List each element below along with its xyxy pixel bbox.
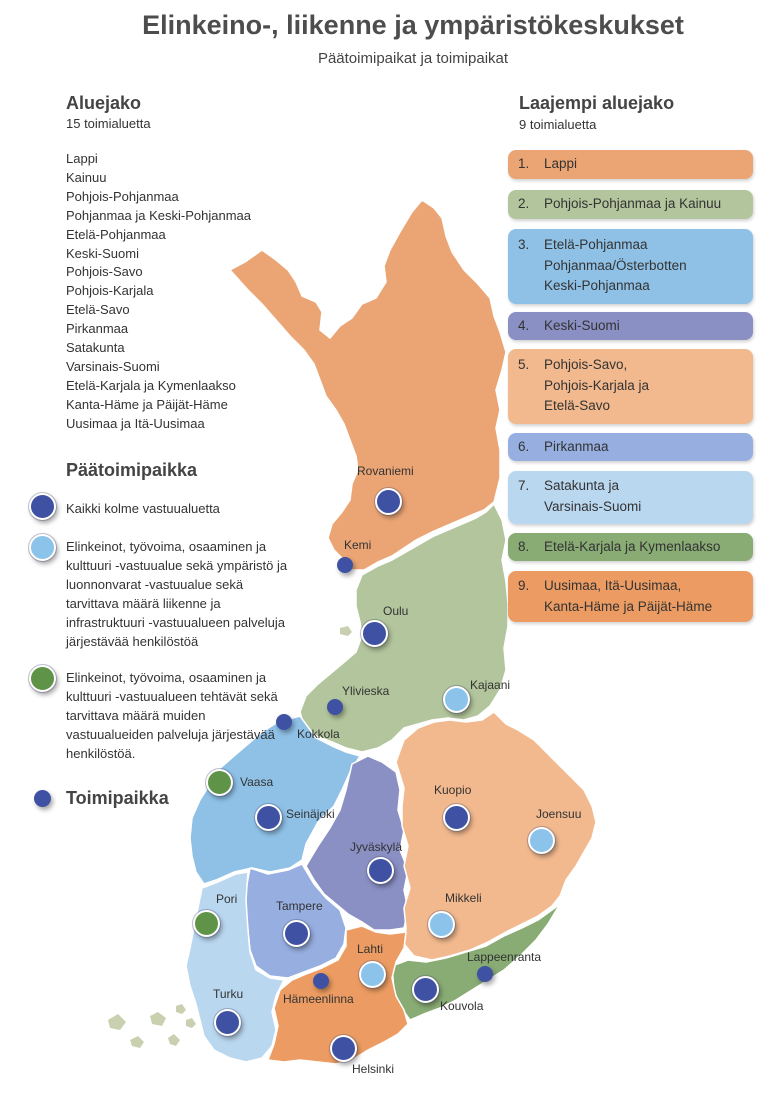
city-label-tampere: Tampere xyxy=(276,899,323,913)
area-label: Satakunta ja Varsinais-Suomi xyxy=(544,478,642,514)
page-title: Elinkeino-, liikenne ja ympäristökeskukset xyxy=(142,10,684,40)
city-label-lahti: Lahti xyxy=(357,942,384,956)
city-marker-kokkola xyxy=(276,714,292,730)
area-number: 3. xyxy=(518,237,530,252)
city-marker-lahti xyxy=(359,961,386,988)
area-label: Uusimaa, Itä-Uusimaa, Kanta-Häme ja Päijät-Häme xyxy=(544,578,713,614)
area-label: Lappi xyxy=(544,156,578,172)
list-item: Uusimaa ja Itä-Uusimaa xyxy=(66,415,205,431)
area-box-pirkanmaa xyxy=(508,433,753,461)
city-marker-hameenlinna xyxy=(313,973,329,989)
city-label-kuopio: Kuopio xyxy=(434,783,472,797)
list-item: Etelä-Pohjanmaa xyxy=(66,226,166,242)
list-item: Pohjois-Pohjanmaa xyxy=(66,188,179,204)
area-number: 4. xyxy=(518,318,530,333)
area-number: 8. xyxy=(518,539,530,554)
list-item: Satakunta xyxy=(66,340,125,356)
city-marker-mikkeli xyxy=(428,911,455,938)
list-item: Lappi xyxy=(66,151,98,166)
area-label: Etelä-Pohjanmaa Pohjanmaa/Österbotten Keski-Pohjanmaa xyxy=(544,237,687,293)
city-marker-vaasa xyxy=(206,769,233,796)
city-label-rovaniemi: Rovaniemi xyxy=(357,464,414,478)
city-marker-kemi xyxy=(337,557,353,573)
city-label-oulu: Oulu xyxy=(383,604,409,618)
area-number: 2. xyxy=(518,196,530,211)
city-marker-kajaani xyxy=(443,686,470,713)
city-label-helsinki: Helsinki xyxy=(352,1062,395,1076)
aluejako-heading: Aluejako xyxy=(66,93,142,113)
legend-dot-toimipaikka xyxy=(34,790,51,807)
list-item: Kainuu xyxy=(66,169,107,185)
city-marker-ylivieska xyxy=(327,699,343,715)
area-label: Pohjois-Pohjanmaa ja Kainuu xyxy=(544,196,722,212)
city-label-kemi: Kemi xyxy=(344,538,372,552)
area-label: Pohjois-Savo, Pohjois-Karjala ja Etelä-Savo xyxy=(544,357,650,413)
legend-text-elinkeinot: Elinkeinot, työvoima, osaaminen ja kulttuuri -vastuualueen tehtävät sekä tarvittava määrä muiden vastuualueiden palveluja järjestävää henkilöstöä. xyxy=(66,670,278,761)
area-box-karjala-kymenlaakso xyxy=(508,533,753,561)
laajempi-count: 9 toimialuetta xyxy=(519,117,597,132)
area-box-lappi xyxy=(508,150,753,179)
list-item: Etelä-Karjala ja Kymenlaakso xyxy=(66,377,236,393)
city-marker-joensuu xyxy=(528,827,555,854)
area-label: Etelä-Karjala ja Kymenlaakso xyxy=(544,538,721,554)
city-label-hameenlinna: Hämeenlinna xyxy=(283,992,354,1006)
area-label: Pirkanmaa xyxy=(544,438,609,454)
city-label-pori: Pori xyxy=(216,892,238,906)
area-box-keski-suomi xyxy=(508,312,753,340)
area-box-pohjanmaa xyxy=(508,229,753,304)
city-marker-oulu xyxy=(361,620,388,647)
legend-dot-all xyxy=(29,493,56,520)
page-subtitle: Päätoimipaikat ja toimipaikat xyxy=(317,50,509,67)
city-label-kajaani: Kajaani xyxy=(470,678,511,692)
city-marker-pori xyxy=(193,910,220,937)
city-marker-helsinki xyxy=(330,1035,357,1062)
city-label-turku: Turku xyxy=(213,987,244,1001)
legend-text-ely: Elinkeinot, työvoima, osaaminen ja kulttuuri -vastuualue sekä ympäristö ja luonnonvarat -vastuualue sekä tarvittava määrä liikenne ja infrastruktuuri -vastuualueen palveluja järjestävää henkilöstöä xyxy=(66,539,288,649)
area-number: 7. xyxy=(518,478,530,493)
city-marker-kuopio xyxy=(443,804,470,831)
list-item: Pohjanmaa ja Keski-Pohjanmaa xyxy=(66,207,251,223)
legend-heading: Päätoimipaikka xyxy=(66,460,198,480)
city-marker-jyvaskyla xyxy=(367,857,394,884)
list-item: Kanta-Häme ja Päijät-Häme xyxy=(66,396,228,412)
region-savo-karjala xyxy=(396,712,596,960)
area-box-uusimaa-hame xyxy=(508,571,753,622)
city-marker-lappeenranta xyxy=(477,966,493,982)
list-item: Pohjois-Savo xyxy=(66,264,143,280)
city-marker-seinajoki xyxy=(255,804,282,831)
city-label-joensuu: Joensuu xyxy=(536,807,582,821)
legend-toimipaikka: Toimipaikka xyxy=(66,788,169,808)
city-label-vaasa: Vaasa xyxy=(240,775,274,789)
area-box-savo-karjala xyxy=(508,349,753,424)
area-box-satakunta-varsinais-suomi xyxy=(508,471,753,524)
list-item: Varsinais-Suomi xyxy=(66,358,160,374)
list-item: Pirkanmaa xyxy=(66,321,129,337)
area-label: Keski-Suomi xyxy=(544,317,620,333)
city-marker-turku xyxy=(214,1009,241,1036)
city-label-seinajoki: Seinäjoki xyxy=(286,807,335,821)
city-marker-kouvola xyxy=(412,976,439,1003)
city-marker-tampere xyxy=(283,920,310,947)
legend-text-all: Kaikki kolme vastuualuetta xyxy=(66,501,220,516)
city-label-kouvola: Kouvola xyxy=(440,999,484,1013)
city-marker-rovaniemi xyxy=(375,488,402,515)
city-label-jyvaskyla: Jyväskylä xyxy=(350,840,403,854)
city-label-kokkola: Kokkola xyxy=(297,727,340,741)
aluejako-count: 15 toimialuetta xyxy=(66,116,151,131)
aluejako-list xyxy=(66,150,251,434)
area-number: 6. xyxy=(518,439,530,454)
city-label-lappeenranta: Lappeenranta xyxy=(467,950,542,964)
city-label-mikkeli: Mikkeli xyxy=(445,891,482,905)
legend-dot-ely xyxy=(29,534,56,561)
legend-dot-elinkeinot xyxy=(29,665,56,692)
city-label-ylivieska: Ylivieska xyxy=(342,684,390,698)
list-item: Etelä-Savo xyxy=(66,302,130,318)
area-number: 9. xyxy=(518,578,530,593)
area-number: 5. xyxy=(518,357,530,372)
laajempi-heading: Laajempi aluejako xyxy=(519,93,675,113)
list-item: Pohjois-Karjala xyxy=(66,283,154,299)
area-box-pohjois-pohjanmaa-kainuu xyxy=(508,190,753,219)
list-item: Keski-Suomi xyxy=(66,245,139,261)
area-number: 1. xyxy=(518,156,530,171)
